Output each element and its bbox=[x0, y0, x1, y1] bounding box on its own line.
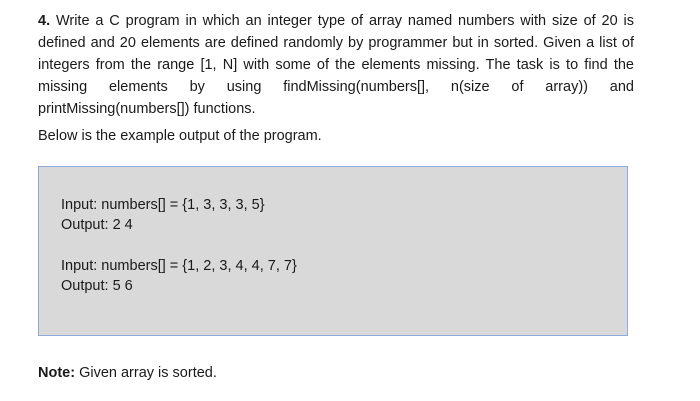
example-output-box bbox=[38, 166, 628, 336]
example-1-input: Input: numbers[] = {1, 3, 3, 3, 5} bbox=[61, 197, 265, 213]
example-2-output: Output: 5 6 bbox=[61, 278, 133, 294]
example-1-output: Output: 2 4 bbox=[61, 217, 133, 233]
note-text: Given array is sorted. bbox=[75, 365, 217, 381]
note bbox=[38, 363, 217, 383]
example-intro: Below is the example output of the program. bbox=[38, 128, 322, 144]
example-1 bbox=[61, 195, 265, 235]
example-2 bbox=[61, 256, 297, 296]
question-paragraph bbox=[38, 10, 634, 120]
note-label: Note: bbox=[38, 365, 76, 381]
question-text: Write a C program in which an integer type of array named numbers with size of 20 is defined and 20 elements are defined randomly by programmer but in sorted. Given a list of integers from the range [1, N] with some of the elements missing. The task is to find the missing elements by using findMissing(numbers[], n(size of array)) and printMissing(numbers[]) functions. bbox=[38, 13, 634, 117]
question-number: 4. bbox=[38, 13, 51, 29]
example-2-input: Input: numbers[] = {1, 2, 3, 4, 4, 7, 7} bbox=[61, 258, 297, 274]
